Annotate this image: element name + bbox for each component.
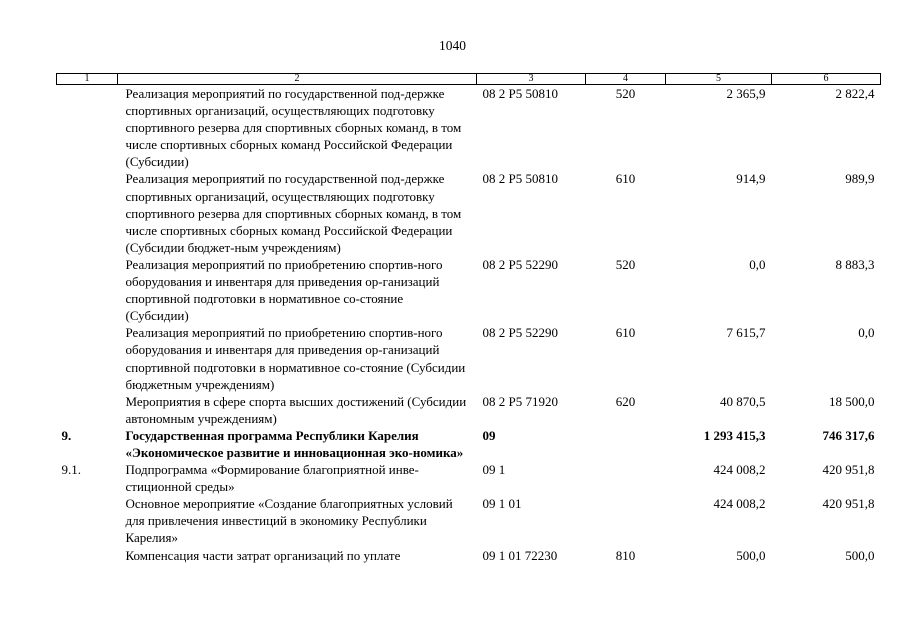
row-expense-type: 610 [615, 325, 636, 341]
row-value-col6: 2 822,4 [835, 86, 875, 101]
row-number [57, 85, 118, 171]
row-value-col5: 424 008,2 [713, 496, 766, 512]
row-code: 08 2 P5 71920 [482, 393, 558, 409]
header-col-3: 3 [477, 74, 586, 85]
table-body [57, 85, 881, 564]
row-name: Основное мероприятие «Создание благоприятных условий для привлечения инвестиций в экономику Республики Карелия» [125, 496, 453, 546]
row-expense-type: 810 [615, 547, 636, 563]
row-value-col5: 1 293 415,3 [703, 427, 766, 443]
row-name: Реализация мероприятий по приобретению спортив-ного оборудования и инвентаря для приведения ор-ганизаций спортивной подготовки в нормативное со-стояние (Субсидии бюджетным учреждениям) [125, 325, 466, 392]
table-row [57, 393, 881, 427]
row-number [57, 495, 118, 546]
row-value-col6: 420 951,8 [822, 496, 875, 512]
row-value-col6: 746 317,6 [822, 427, 875, 443]
table-row [57, 427, 881, 461]
row-value-col5: 7 615,7 [726, 325, 766, 341]
header-col-5: 5 [666, 74, 772, 85]
row-code: 08 2 P5 50810 [482, 171, 558, 187]
row-expense-type [586, 495, 666, 546]
row-value-col5: 2 365,9 [726, 86, 766, 101]
row-number [57, 170, 118, 255]
row-number: 9.1. [61, 462, 81, 478]
row-expense-type: 520 [615, 86, 636, 101]
row-value-col6: 18 500,0 [829, 393, 875, 409]
row-value-col6: 500,0 [845, 547, 875, 563]
row-value-col5: 914,9 [736, 171, 766, 187]
row-expense-type [586, 461, 666, 495]
row-number [57, 393, 118, 427]
row-code: 09 1 [482, 462, 506, 478]
row-name: Компенсация части затрат организаций по уплате [125, 547, 401, 563]
table-row [57, 256, 881, 324]
row-number [57, 547, 118, 564]
row-code: 09 [482, 427, 496, 443]
row-name: Реализация мероприятий по государственной под-держке спортивных организаций, осуществляющих подготовку спортивного резерва для спортивных сборных команд, в том числе спортивных сборных команд Российской Федерации (Субсидии бюджет-ным учреждениям) [125, 171, 462, 255]
table-row [57, 170, 881, 255]
row-code: 08 2 P5 52290 [482, 325, 558, 341]
row-number [57, 324, 118, 392]
row-code: 09 1 01 72230 [482, 547, 558, 563]
page-number: 1040 [439, 38, 466, 53]
row-number: 9. [61, 427, 72, 443]
budget-table [56, 73, 881, 564]
header-col-2: 2 [118, 74, 477, 85]
row-number [57, 256, 118, 324]
row-code: 09 1 01 [482, 496, 522, 512]
row-code: 08 2 P5 50810 [482, 86, 558, 101]
row-value-col5: 500,0 [736, 547, 766, 563]
row-expense-type: 620 [615, 393, 636, 409]
table-row [57, 495, 881, 546]
row-expense-type: 520 [615, 256, 636, 272]
row-value-col5: 424 008,2 [713, 462, 766, 478]
header-col-6: 6 [772, 74, 881, 85]
header-col-1: 1 [57, 74, 118, 85]
table-row [57, 461, 881, 495]
table-row [57, 324, 881, 392]
row-value-col6: 8 883,3 [835, 256, 875, 272]
table-row [57, 547, 881, 564]
row-name: Мероприятия в сфере спорта высших достижений (Субсидии автономным учреждениям) [125, 393, 467, 426]
row-code: 08 2 P5 52290 [482, 256, 558, 272]
row-expense-type [586, 427, 666, 461]
row-value-col6: 989,9 [845, 171, 875, 187]
header-col-4: 4 [586, 74, 666, 85]
row-expense-type: 610 [615, 171, 636, 187]
row-name: Подпрограмма «Формирование благоприятной инве-стиционной среды» [125, 462, 419, 495]
table-row [57, 85, 881, 171]
row-value-col6: 0,0 [858, 325, 875, 341]
row-value-col6: 420 951,8 [822, 462, 875, 478]
row-value-col5: 40 870,5 [720, 393, 766, 409]
row-value-col5: 0,0 [749, 256, 766, 272]
table-header [57, 74, 881, 85]
row-name: Реализация мероприятий по государственной под-держке спортивных организаций, осуществляющих подготовку спортивного резерва для спортивных сборных команд, в том числе спортивных сборных команд Российской Федерации (Субсидии) [125, 86, 462, 170]
row-name: Государственная программа Республики Карелия «Экономическое развитие и инновационная эко-номика» [125, 427, 464, 460]
row-name: Реализация мероприятий по приобретению спортив-ного оборудования и инвентаря для приведения ор-ганизаций спортивной подготовки в нормативное со-стояние (Субсидии) [125, 256, 443, 324]
